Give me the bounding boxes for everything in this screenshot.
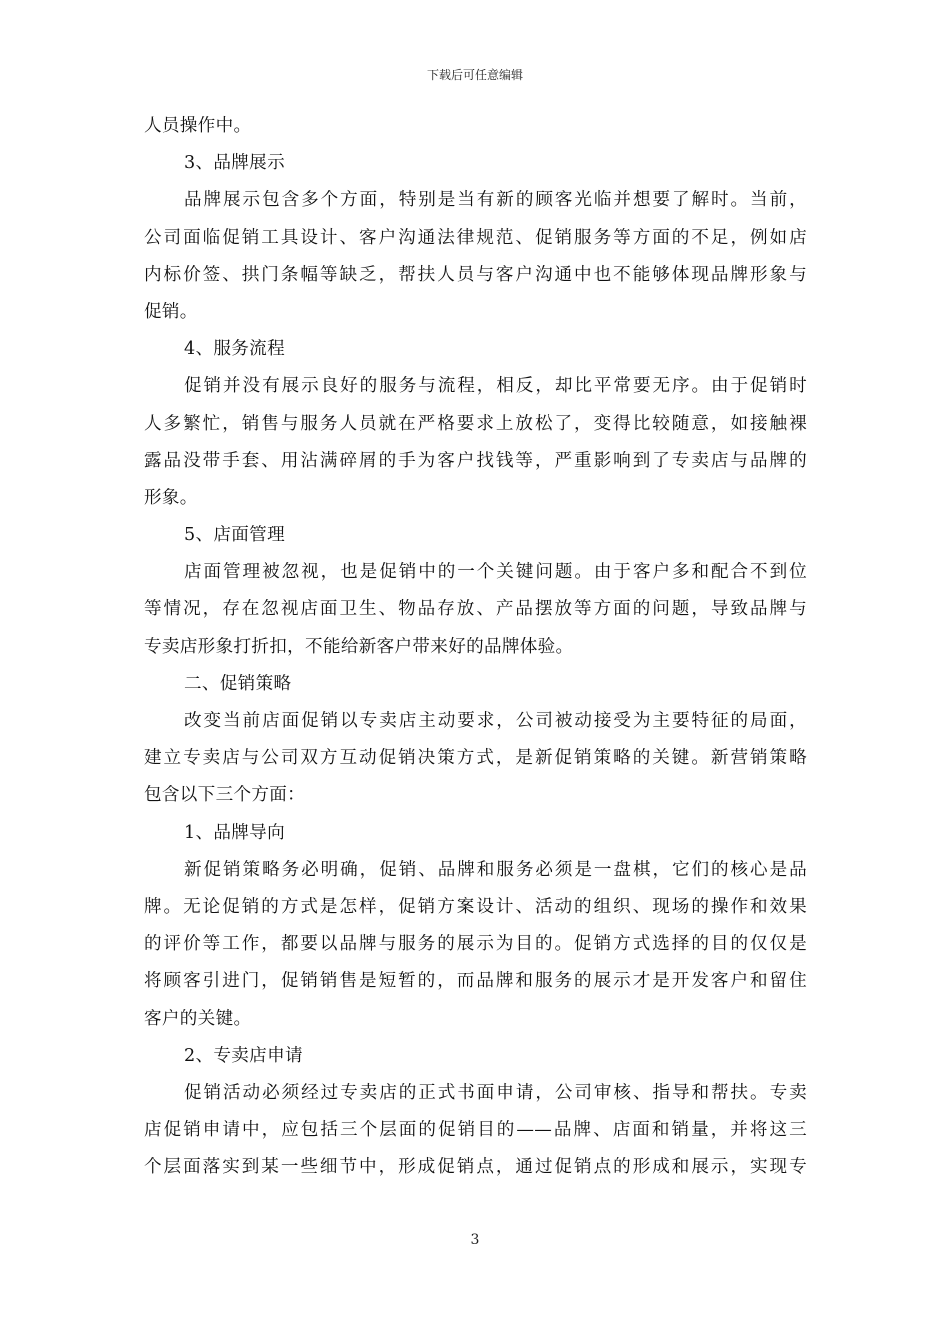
text-line: 个层面落实到某一些细节中，形成促销点，通过促销点的形成和展示，实现专 [144,1157,807,1178]
page-number: 3 [470,1232,480,1248]
text-line: 内标价签、拱门条幅等缺乏，帮扶人员与客户沟通中也不能够体现品牌形象与 [144,264,807,285]
text-line: 专卖店形象打折扣，不能给新客户带来好的品牌体验。 [144,636,574,657]
text-line: 新促销策略务必明确，促销、品牌和服务必须是一盘棋，它们的核心是品 [184,859,807,880]
text-line: 二、促销策略 [184,673,292,694]
text-line: 店促销申请中，应包括三个层面的促销目的——品牌、店面和销量，并将这三 [144,1120,807,1141]
text-line: 客户的关键。 [144,1008,252,1029]
text-line: 包含以下三个方面： [144,785,306,806]
text-line: 公司面临促销工具设计、客户沟通法律规范、促销服务等方面的不足，例如店 [144,227,807,248]
text-line: 将顾客引进门，促销销售是短暂的，而品牌和服务的展示才是开发客户和留住 [144,971,807,992]
text-line: 促销活动必须经过专卖店的正式书面申请，公司审核、指导和帮扶。专卖 [184,1082,807,1103]
text-line: 促销。 [144,301,198,322]
text-line: 改变当前店面促销以专卖店主动要求，公司被动接受为主要特征的局面， [184,711,807,731]
text-line: 牌。无论促销的方式是怎样，促销方案设计、活动的组织、现场的操作和效果 [144,896,807,917]
text-line: 形象。 [144,487,198,508]
text-line: 2、专卖店申请 [184,1045,303,1066]
text-line: 人多繁忙，销售与服务人员就在严格要求上放松了，变得比较随意，如接触裸 [144,413,807,434]
text-line: 店面管理被忽视，也是促销中的一个关键问题。由于客户多和配合不到位 [184,562,807,583]
text-line: 的评价等工作，都要以品牌与服务的展示为目的。促销方式选择的目的仅仅是 [144,934,807,955]
text-line: 等情况，存在忽视店面卫生、物品存放、产品摆放等方面的问题，导致品牌与 [144,599,807,620]
text-line: 露品没带手套、用沾满碎屑的手为客户找钱等，严重影响到了专卖店与品牌的 [144,450,807,471]
text-line: 建立专卖店与公司双方互动促销决策方式，是新促销策略的关键。新营销策略 [144,748,807,769]
page-header: 下载后可任意编辑 [426,68,523,82]
document-body [144,108,807,1186]
text-line: 1、品牌导向 [184,822,285,843]
text-line: 促销并没有展示良好的服务与流程，相反，却比平常要无序。由于促销时 [184,376,807,397]
text-line: 3、品牌展示 [184,153,285,174]
text-line: 人员操作中。 [144,116,252,136]
text-line: 品牌展示包含多个方面，特别是当有新的顾客光临并想要了解时。当前， [184,190,807,211]
text-line: 4、服务流程 [184,339,285,360]
text-line: 5、店面管理 [184,525,285,546]
